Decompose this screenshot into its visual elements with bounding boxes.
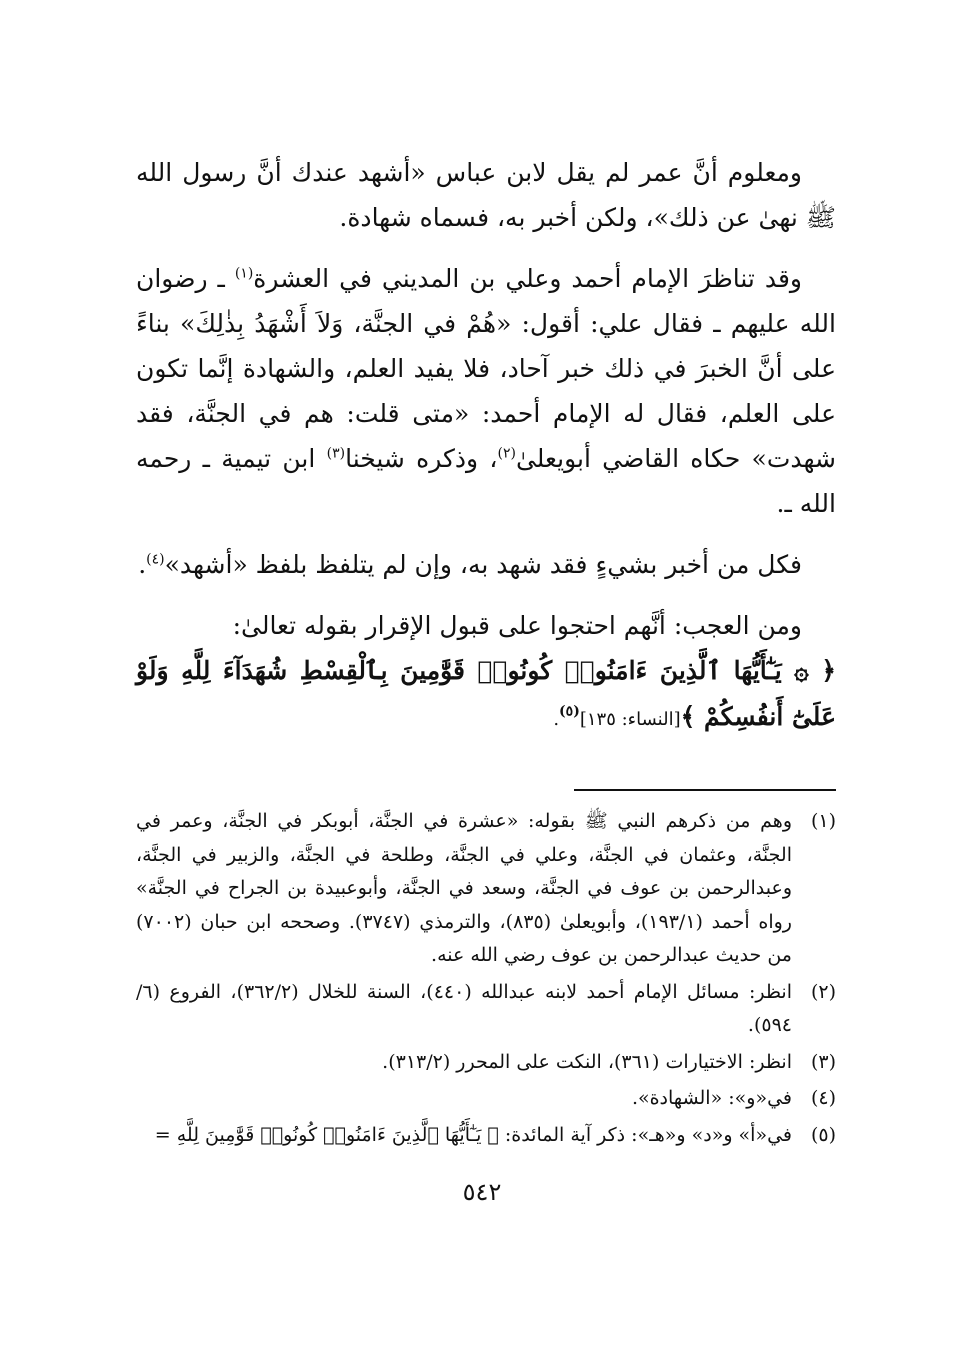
footnote-1 [136, 805, 836, 973]
footnote-ref-2[interactable]: (٢) [497, 445, 516, 462]
footnote-separator [574, 789, 836, 791]
paragraph-2 [136, 256, 836, 526]
footnote-text: انظر: الاختيارات (٣٦١)، النكت على المحرر (٣١٣/٢). [382, 1050, 792, 1073]
footnote-ref-1[interactable]: (١) [234, 265, 254, 282]
page-content [136, 150, 836, 1155]
footnote-3 [136, 1046, 836, 1080]
footnote-text: في«أ» و«د» و«هـ»: ذكر آية المائدة: ﴿ يَـٰٓأَيُّهَا ٱلَّذِينَ ءَامَنُوا۟ كُونُوا۟ قَوَّٰمِينَ لِلَّهِ = [154, 1123, 792, 1146]
footnote-ref-3[interactable]: (٣) [326, 445, 346, 462]
paragraph-1: ومعلوم أنَّ عمر لم يقل لابن عباس «أشهد عندك أنَّ رسول الله ﷺ نهىٰ عن ذلك»، ولكن أخبر به، فسماه شهادة. [136, 158, 836, 232]
footnote-ref-4[interactable]: (٤) [146, 551, 165, 568]
footnote-number: (٤) [810, 1087, 836, 1109]
footnote-text: انظر: مسائل الإمام أحمد لابنه عبدالله (٤٤٠)، السنة للخلال (٣٦٢/٢)، الفروع (٦/ ٥٩٤). [136, 980, 792, 1036]
quran-reference: [النساء: ١٣٥] [579, 709, 681, 730]
footnote-number: (٥) [810, 1123, 836, 1146]
footnote-text: في«و»: «الشهادة». [631, 1087, 792, 1109]
quran-verse [136, 648, 836, 743]
footnote-ref-5[interactable]: (٥) [559, 703, 580, 720]
footnotes [136, 805, 836, 1152]
paragraph-3-part-a: فكل من أخبر بشيءٍ فقد شهد به، وإن لم يتلفظ بلفظ «أشهد» [164, 550, 802, 579]
paragraph-2-part-a: وقد تناظرَ الإمام أحمد وعلي بن المديني في العشرة [253, 264, 802, 293]
footnote-5 [136, 1119, 836, 1153]
page-number: ٥٤٢ [462, 1178, 502, 1206]
footnote-4 [136, 1082, 836, 1116]
paragraph-3-part-b: . [138, 550, 147, 579]
footnote-number: (١) [810, 810, 836, 832]
paragraph-2-part-b: ـ رضوان الله عليهم ـ فقال علي: أقول: «هُمْ في الجنَّة، وَلاَ أَشْهَدُ بِذٰلِكَ» بناءً على أنَّ الخبرَ في ذلك خبر آحاد، فلا يفيد العلم، والشهادة إنَّما تكون على العلم، فقال له الإمام أحمد: «متى قلت: هم في الجنَّة، فقد شهدت» حكاه القاضي أبويعلىٰ [136, 264, 836, 473]
paragraph-2-part-c: ، وذكره شيخنا [345, 444, 498, 473]
paragraph-4: ومن العجب: أنَّهم احتجوا على قبول الإقرار بقوله تعالىٰ: [232, 611, 802, 640]
footnote-number: (٣) [810, 1050, 836, 1073]
footnote-text: وهم من ذكرهم النبي ﷺ بقوله: «عشرة في الجنَّة، أبوبكر في الجنَّة، وعمر في الجنَّة، وعثمان في الجنَّة، وعلي في الجنَّة، وطلحة في الجنَّة، والزبير في الجنَّة، وعبدالرحمن بن عوف في الجنَّة، وسعد في الجنَّة، وأبوعبيدة بن الجراح في الجنَّة» رواه أحمد (١٩٣/١)، وأبويعلىٰ (٨٣٥)، والترمذي (٣٧٤٧). وصححه ابن حبان (٧٠٠٢) من حديث عبدالرحمن بن عوف رضي الله عنه. [136, 810, 792, 966]
quran-verse-text: ﴿ ۞ يَـٰٓأَيُّهَا ٱلَّذِينَ ءَامَنُوا۟ كُونُوا۟ قَوَّٰمِينَ بِٱلْقِسْطِ شُهَدَآءَ لِلَّهِ وَلَوْ عَلَىٰٓ أَنفُسِكُمْ ﴾ [136, 656, 836, 731]
paragraph-3 [136, 542, 836, 587]
quran-end: . [553, 709, 560, 730]
footnote-number: (٢) [810, 980, 836, 1003]
paragraph-2-part-d: ابن تيمية ـ رحمه الله ـ. [136, 444, 836, 518]
footnote-2 [136, 976, 836, 1043]
